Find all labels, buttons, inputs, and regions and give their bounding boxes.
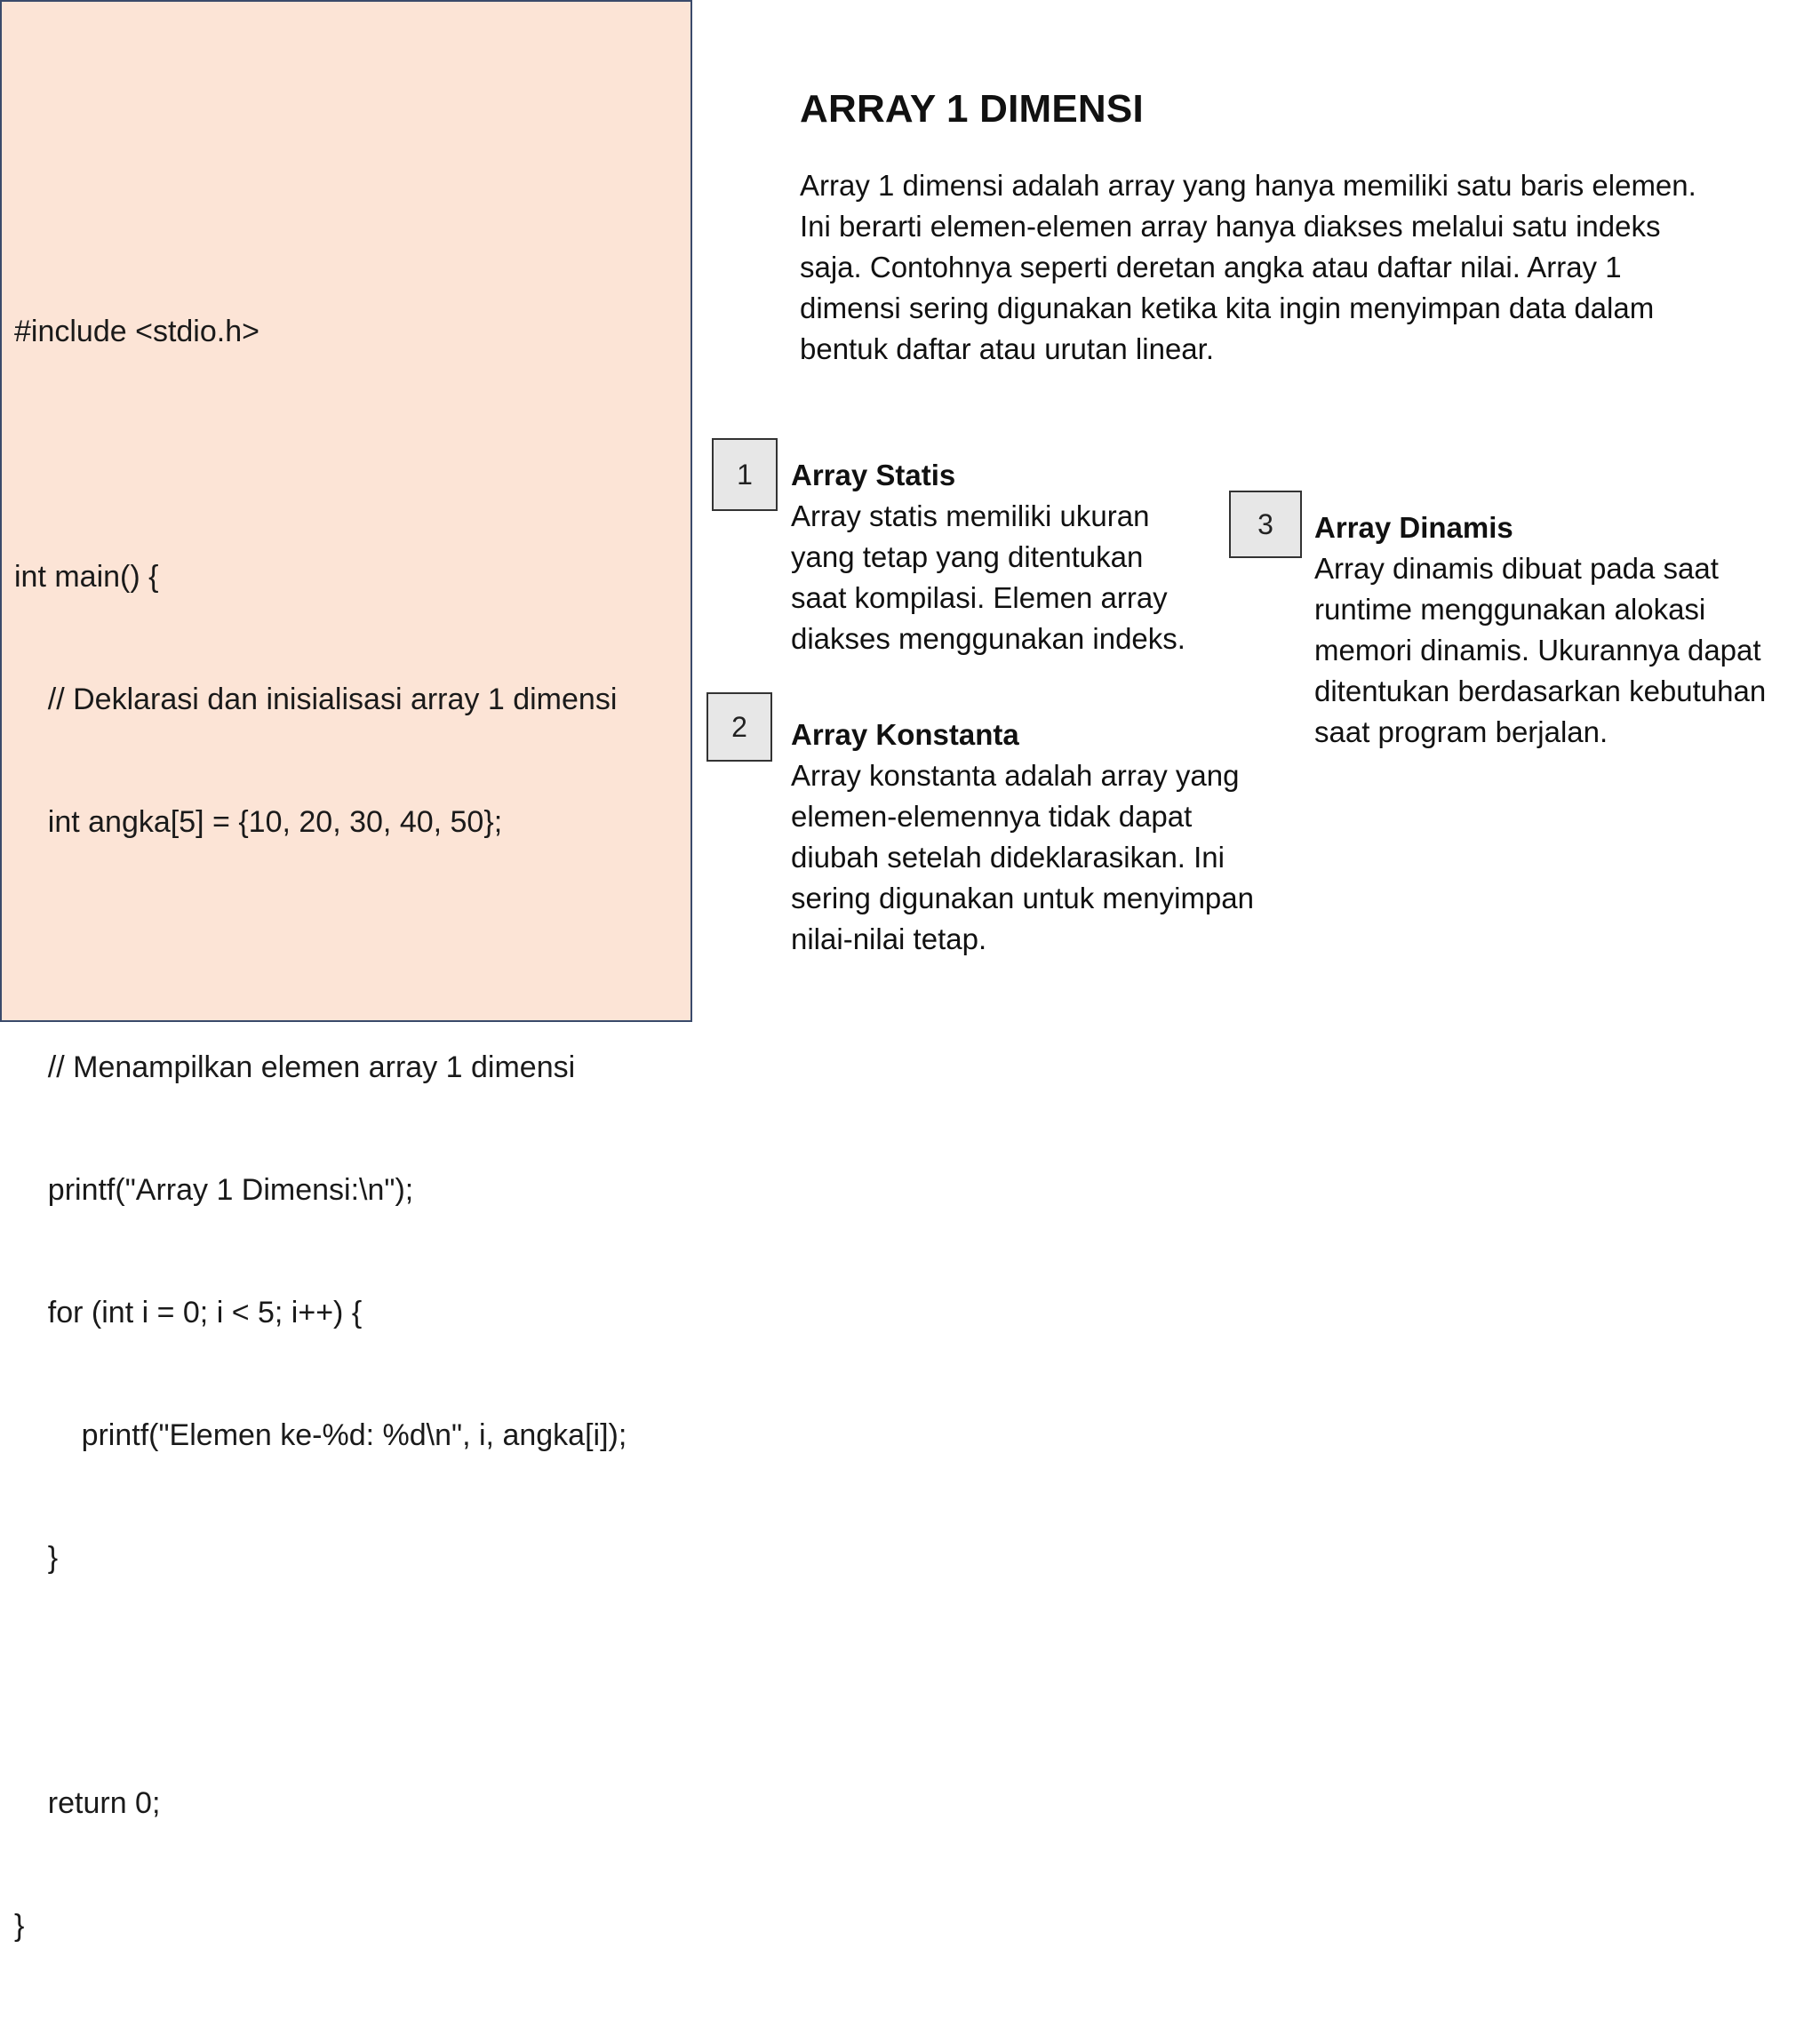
code-line: int angka[5] = {10, 20, 30, 40, 50}; (14, 805, 503, 839)
item-text: Array konstanta adalah array yang elemen-elemennya tidak dapat diubah setelah dideklarasikan. Ini sering digunakan untuk menyimpan nilai-nilai tetap. (791, 759, 1254, 955)
code-line (14, 1660, 627, 1701)
code-line (14, 924, 627, 965)
code-line: return 0; (14, 1786, 161, 1820)
item-text: Array statis memiliki ukuran yang tetap yang ditentukan saat kompilasi. Elemen array diakses menggunakan indeks. (791, 499, 1185, 655)
code-line: for (int i = 0; i < 5; i++) { (14, 1296, 363, 1329)
code-line: // Deklarasi dan inisialisasi array 1 dimensi (14, 683, 618, 716)
item-heading: Array Konstanta (791, 718, 1019, 751)
code-line: } (14, 1541, 59, 1575)
item-heading: Array Dinamis (1314, 511, 1513, 544)
number-badge-2: 2 (706, 692, 772, 762)
number-badge-1: 1 (712, 438, 778, 511)
code-line: printf("Elemen ke-%d: %d\n", i, angka[i]); (14, 1418, 627, 1452)
code-block (14, 229, 627, 2028)
code-line: int main() { (14, 560, 159, 594)
slide-title: ARRAY 1 DIMENSI (800, 87, 1144, 131)
code-panel (0, 0, 692, 1943)
intro-paragraph: Array 1 dimensi adalah array yang hanya memiliki satu baris elemen. Ini berarti elemen-elemen array hanya diakses melalui satu indeks saja. Contohnya seperti deretan angka atau daftar nilai. Array 1 dimensi sering digunakan ketika kita ingin menyimpan data dalam bentuk daftar atau urutan linear. (800, 169, 1696, 365)
code-line: } (14, 1909, 25, 1943)
item-heading: Array Statis (791, 459, 956, 491)
code-line: // Menampilkan elemen array 1 dimensi (14, 1050, 576, 1084)
item-array-konstanta (791, 715, 1289, 960)
item-array-statis (791, 455, 1217, 659)
item-text: Array dinamis dibuat pada saat runtime menggunakan alokasi memori dinamis. Ukurannya dapat ditentukan berdasarkan kebutuhan saat program berjalan. (1314, 552, 1767, 748)
code-line: printf("Array 1 Dimensi:\n"); (14, 1173, 414, 1207)
item-array-dinamis (1314, 507, 1812, 753)
code-line: #include <stdio.h> (14, 315, 259, 348)
number-badge-3: 3 (1229, 491, 1302, 558)
code-line (14, 434, 627, 475)
